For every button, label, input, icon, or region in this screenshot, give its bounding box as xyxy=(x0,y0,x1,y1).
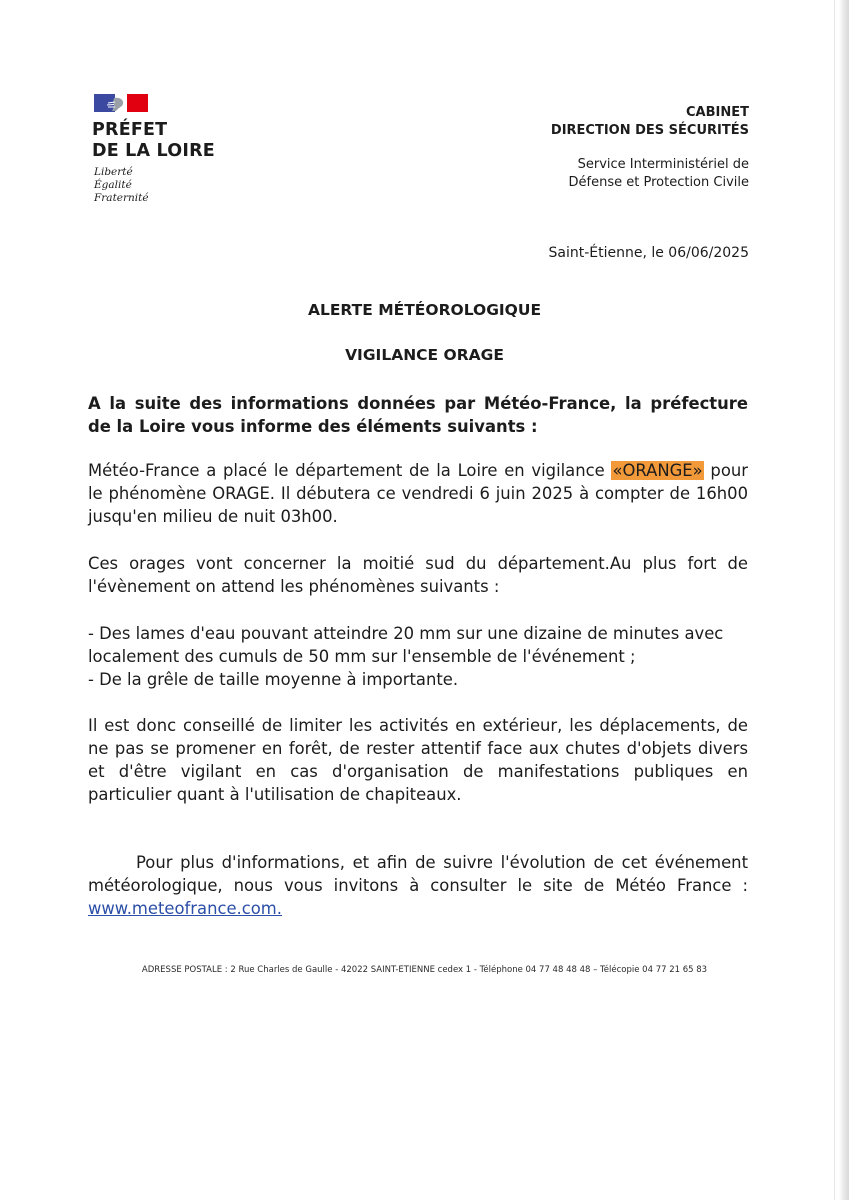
page-edge-line xyxy=(834,0,835,1200)
area-paragraph: Ces orages vont concerner la moitié sud du département.Au plus fort de l'évènement on attend les phénomènes suivants : xyxy=(88,554,748,596)
motto-liberte: Liberté xyxy=(94,166,133,178)
page-edge-shadow xyxy=(839,0,849,1200)
postal-address-footer: ADRESSE POSTALE : 2 Rue Charles de Gaulle - 42022 SAINT-ETIENNE cedex 1 - Téléphone 04 77 48 48 48 – Télécopie 04 77 21 65 83 xyxy=(141,965,708,975)
document-subtitle: VIGILANCE ORAGE xyxy=(345,346,504,364)
marianne-logo xyxy=(94,94,148,112)
motto-fraternite: Fraternité xyxy=(94,192,149,204)
sender-service-line2: Défense et Protection Civile xyxy=(568,175,749,190)
vigilance-paragraph xyxy=(88,459,748,528)
intro-paragraph: A la suite des informations données par Météo-France, la préfecture de la Loire vous informe des éléments suivants : xyxy=(88,394,748,436)
info-paragraph xyxy=(88,851,748,920)
phenomena-item-rain: - Des lames d'eau pouvant atteindre 20 mm sur une dizaine de minutes avec localement des cumuls de 50 mm sur l'ensemble de l'événement ; xyxy=(88,624,724,666)
prefecture-name-line2: DE LA LOIRE xyxy=(92,141,215,161)
sender-service-line1: Service Interministériel de xyxy=(577,157,749,172)
letter-date: Saint-Étienne, le 06/06/2025 xyxy=(548,245,749,261)
republic-motto xyxy=(94,166,149,205)
vigilance-text-start: Météo-France a placé le département de la Loire en vigilance xyxy=(88,461,612,480)
prefecture-name xyxy=(92,120,215,162)
vigilance-level-highlight: «ORANGE» xyxy=(612,461,703,480)
advice-paragraph: Il est donc conseillé de limiter les activités en extérieur, les déplacements, de ne pas se promener en forêt, de rester attentif face aux chutes d'objets divers et d'être vigilant en cas d'organisation de manifestations publiques en particulier quant à l'utilisation de chapiteaux. xyxy=(88,716,748,804)
prefecture-name-line1: PRÉFET xyxy=(92,120,168,140)
document-title: ALERTE MÉTÉOROLOGIQUE xyxy=(307,301,542,319)
sender-cabinet: CABINET xyxy=(686,105,749,120)
sender-direction: DIRECTION DES SÉCURITÉS xyxy=(550,123,749,138)
phenomena-item-hail: - De la grêle de taille moyenne à importante. xyxy=(88,670,459,689)
sender-service xyxy=(569,156,749,192)
info-text: Pour plus d'informations, et afin de suivre l'évolution de cet événement météorologique, nous vous invitons à consulter le site de Météo France : xyxy=(88,853,748,895)
vigilance-text-end: pour le phénomène ORAGE. Il débutera ce vendredi 6 juin 2025 à compter de 16h00 jusqu'en milieu de nuit 03h00. xyxy=(88,461,748,526)
sender-header xyxy=(551,104,749,140)
meteofrance-link[interactable]: www.meteofrance.com. xyxy=(88,899,282,918)
phenomena-list xyxy=(88,622,748,691)
motto-egalite: Égalité xyxy=(94,179,132,191)
